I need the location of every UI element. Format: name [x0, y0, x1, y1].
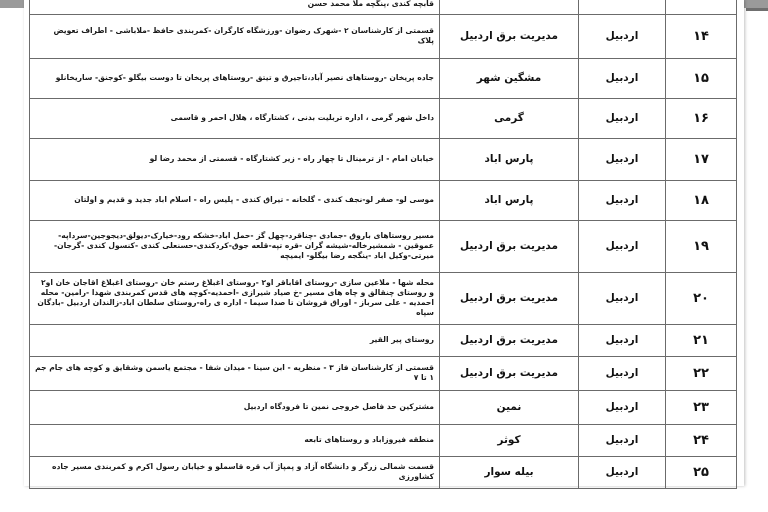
table-row — [30, 220, 737, 272]
description-cell: قابچه کندی ،پنگچه ملا محمد حسن — [30, 0, 440, 14]
table-row — [30, 14, 737, 58]
province-cell: اردبیل — [579, 424, 666, 456]
table-row-partial — [30, 0, 737, 14]
province-cell: اردبیل — [579, 456, 666, 488]
province-cell: اردبیل — [579, 98, 666, 138]
area-cell — [440, 0, 579, 14]
province-cell: اردبیل — [579, 390, 666, 424]
table-row — [30, 58, 737, 98]
province-cell: اردبیل — [579, 180, 666, 220]
description-cell: خیابان امام - از ترمینال تا چهار راه - زیر کشتارگاه - قسمتی از محمد رضا لو — [30, 138, 440, 180]
province-cell: اردبیل — [579, 220, 666, 272]
row-number-cell: ۲۲ — [666, 356, 737, 390]
province-cell: اردبیل — [579, 324, 666, 356]
area-cell: مدیریت برق اردبیل — [440, 324, 579, 356]
area-cell: مشگین شهر — [440, 58, 579, 98]
viewer-scroll-edge — [746, 8, 768, 11]
row-number-cell: ۱۵ — [666, 58, 737, 98]
table-row — [30, 138, 737, 180]
row-number-cell: ۱۴ — [666, 14, 737, 58]
area-cell: بیله سوار — [440, 456, 579, 488]
province-cell — [579, 0, 666, 14]
table-row — [30, 356, 737, 390]
table-row — [30, 456, 737, 488]
province-cell: اردبیل — [579, 138, 666, 180]
province-cell: اردبیل — [579, 14, 666, 58]
row-number-cell: ۲۴ — [666, 424, 737, 456]
table-row — [30, 324, 737, 356]
area-cell: مدیریت برق اردبیل — [440, 356, 579, 390]
area-cell: نمین — [440, 390, 579, 424]
table-row — [30, 272, 737, 324]
area-cell: کوثر — [440, 424, 579, 456]
description-cell: موسی لو- صفر لو-نجف کندی - گلخانه - تیراق کندی - پلیس راه - اسلام اباد جدید و قدیم و اولتان — [30, 180, 440, 220]
description-cell: مسیر روستاهای باروق -جمادی -چناقرد-چهل گز -حمل اباد-خشکه رود-خیارک-دیولق-دیجوجین-سرداپه-عموقین - شمشیرخاله-شیشه گران -قره تپه-قلعه جوق-کردکندی-حسنعلی کندی -کنسول کندی -گرجان-میرتی-وکیل اباد -ینگجه رضا بیگلو- ایمیچه — [30, 220, 440, 272]
row-number-cell — [666, 0, 737, 14]
table-row — [30, 180, 737, 220]
document-page — [24, 0, 744, 486]
description-cell: قسمتی از کارشناسان ۲ -شهرک رضوان -ورزشگاه کارگران -کمربندی حافظ -ملاباشی - اطراف تعویض پلاک — [30, 14, 440, 58]
area-cell: گرمی — [440, 98, 579, 138]
area-cell: مدیریت برق اردبیل — [440, 14, 579, 58]
description-cell: قسمت شمالی زرگر و دانشگاه آزاد و پمپاژ آب قره قاسملو و خیابان رسول اکرم و کمربندی مسیر جاده کشاورزی — [30, 456, 440, 488]
description-cell: قسمتی از کارشناسان فاز ۳ - منظریه - ابن سینا - میدان شفا - مجتمع یاسمن وشقایق و کوچه های جام جم ۱ تا ۷ — [30, 356, 440, 390]
area-cell: مدیریت برق اردبیل — [440, 220, 579, 272]
row-number-cell: ۲۳ — [666, 390, 737, 424]
row-number-cell: ۱۶ — [666, 98, 737, 138]
row-number-cell: ۲۱ — [666, 324, 737, 356]
description-cell: مشترکین حد فاصل خروجی نمین تا فرودگاه اردبیل — [30, 390, 440, 424]
row-number-cell: ۱۷ — [666, 138, 737, 180]
area-cell: پارس اباد — [440, 138, 579, 180]
row-number-cell: ۱۸ — [666, 180, 737, 220]
table-row — [30, 424, 737, 456]
area-cell: مدیریت برق اردبیل — [440, 272, 579, 324]
table-row — [30, 98, 737, 138]
province-cell: اردبیل — [579, 272, 666, 324]
row-number-cell: ۲۵ — [666, 456, 737, 488]
province-cell: اردبیل — [579, 58, 666, 98]
description-cell: محله شها - ملاعین سازی -روستای اقاباقر او۲ -روستای اغبلاغ رستم خان -روستای اغبلاغ اقاجان خان او۲ و روستای چنقالق و چاه های مسیر -خ صیاد شیرازی -احمدیه-کوچه های قدس کمربندی شهدا -رامین- محله احمدیه - علی سرباز - اوراق فروشان تا صدا سیما - اداره ی راه-روستای سلطان اباد-زالندان اردبیل -بادگان سپاه — [30, 272, 440, 324]
description-cell: منطقه فیروزاباد و روستاهای تابعه — [30, 424, 440, 456]
description-cell: جاده پریخان -روستاهای نصیر آباد،تاجیرق و تیتق -روستاهای پریخان تا دوست بیگلو -کوجنق- ساریخانلو — [30, 58, 440, 98]
description-cell: داخل شهر گرمی ، اداره تربلیت بدنی ، کشتارگاه ، هلال احمر و قاسمی — [30, 98, 440, 138]
area-cell: پارس اباد — [440, 180, 579, 220]
province-cell: اردبیل — [579, 356, 666, 390]
table-row — [30, 390, 737, 424]
row-number-cell: ۱۹ — [666, 220, 737, 272]
description-cell: روستای پیر القیر — [30, 324, 440, 356]
outage-schedule-table — [29, 0, 737, 489]
row-number-cell: ۲۰ — [666, 272, 737, 324]
